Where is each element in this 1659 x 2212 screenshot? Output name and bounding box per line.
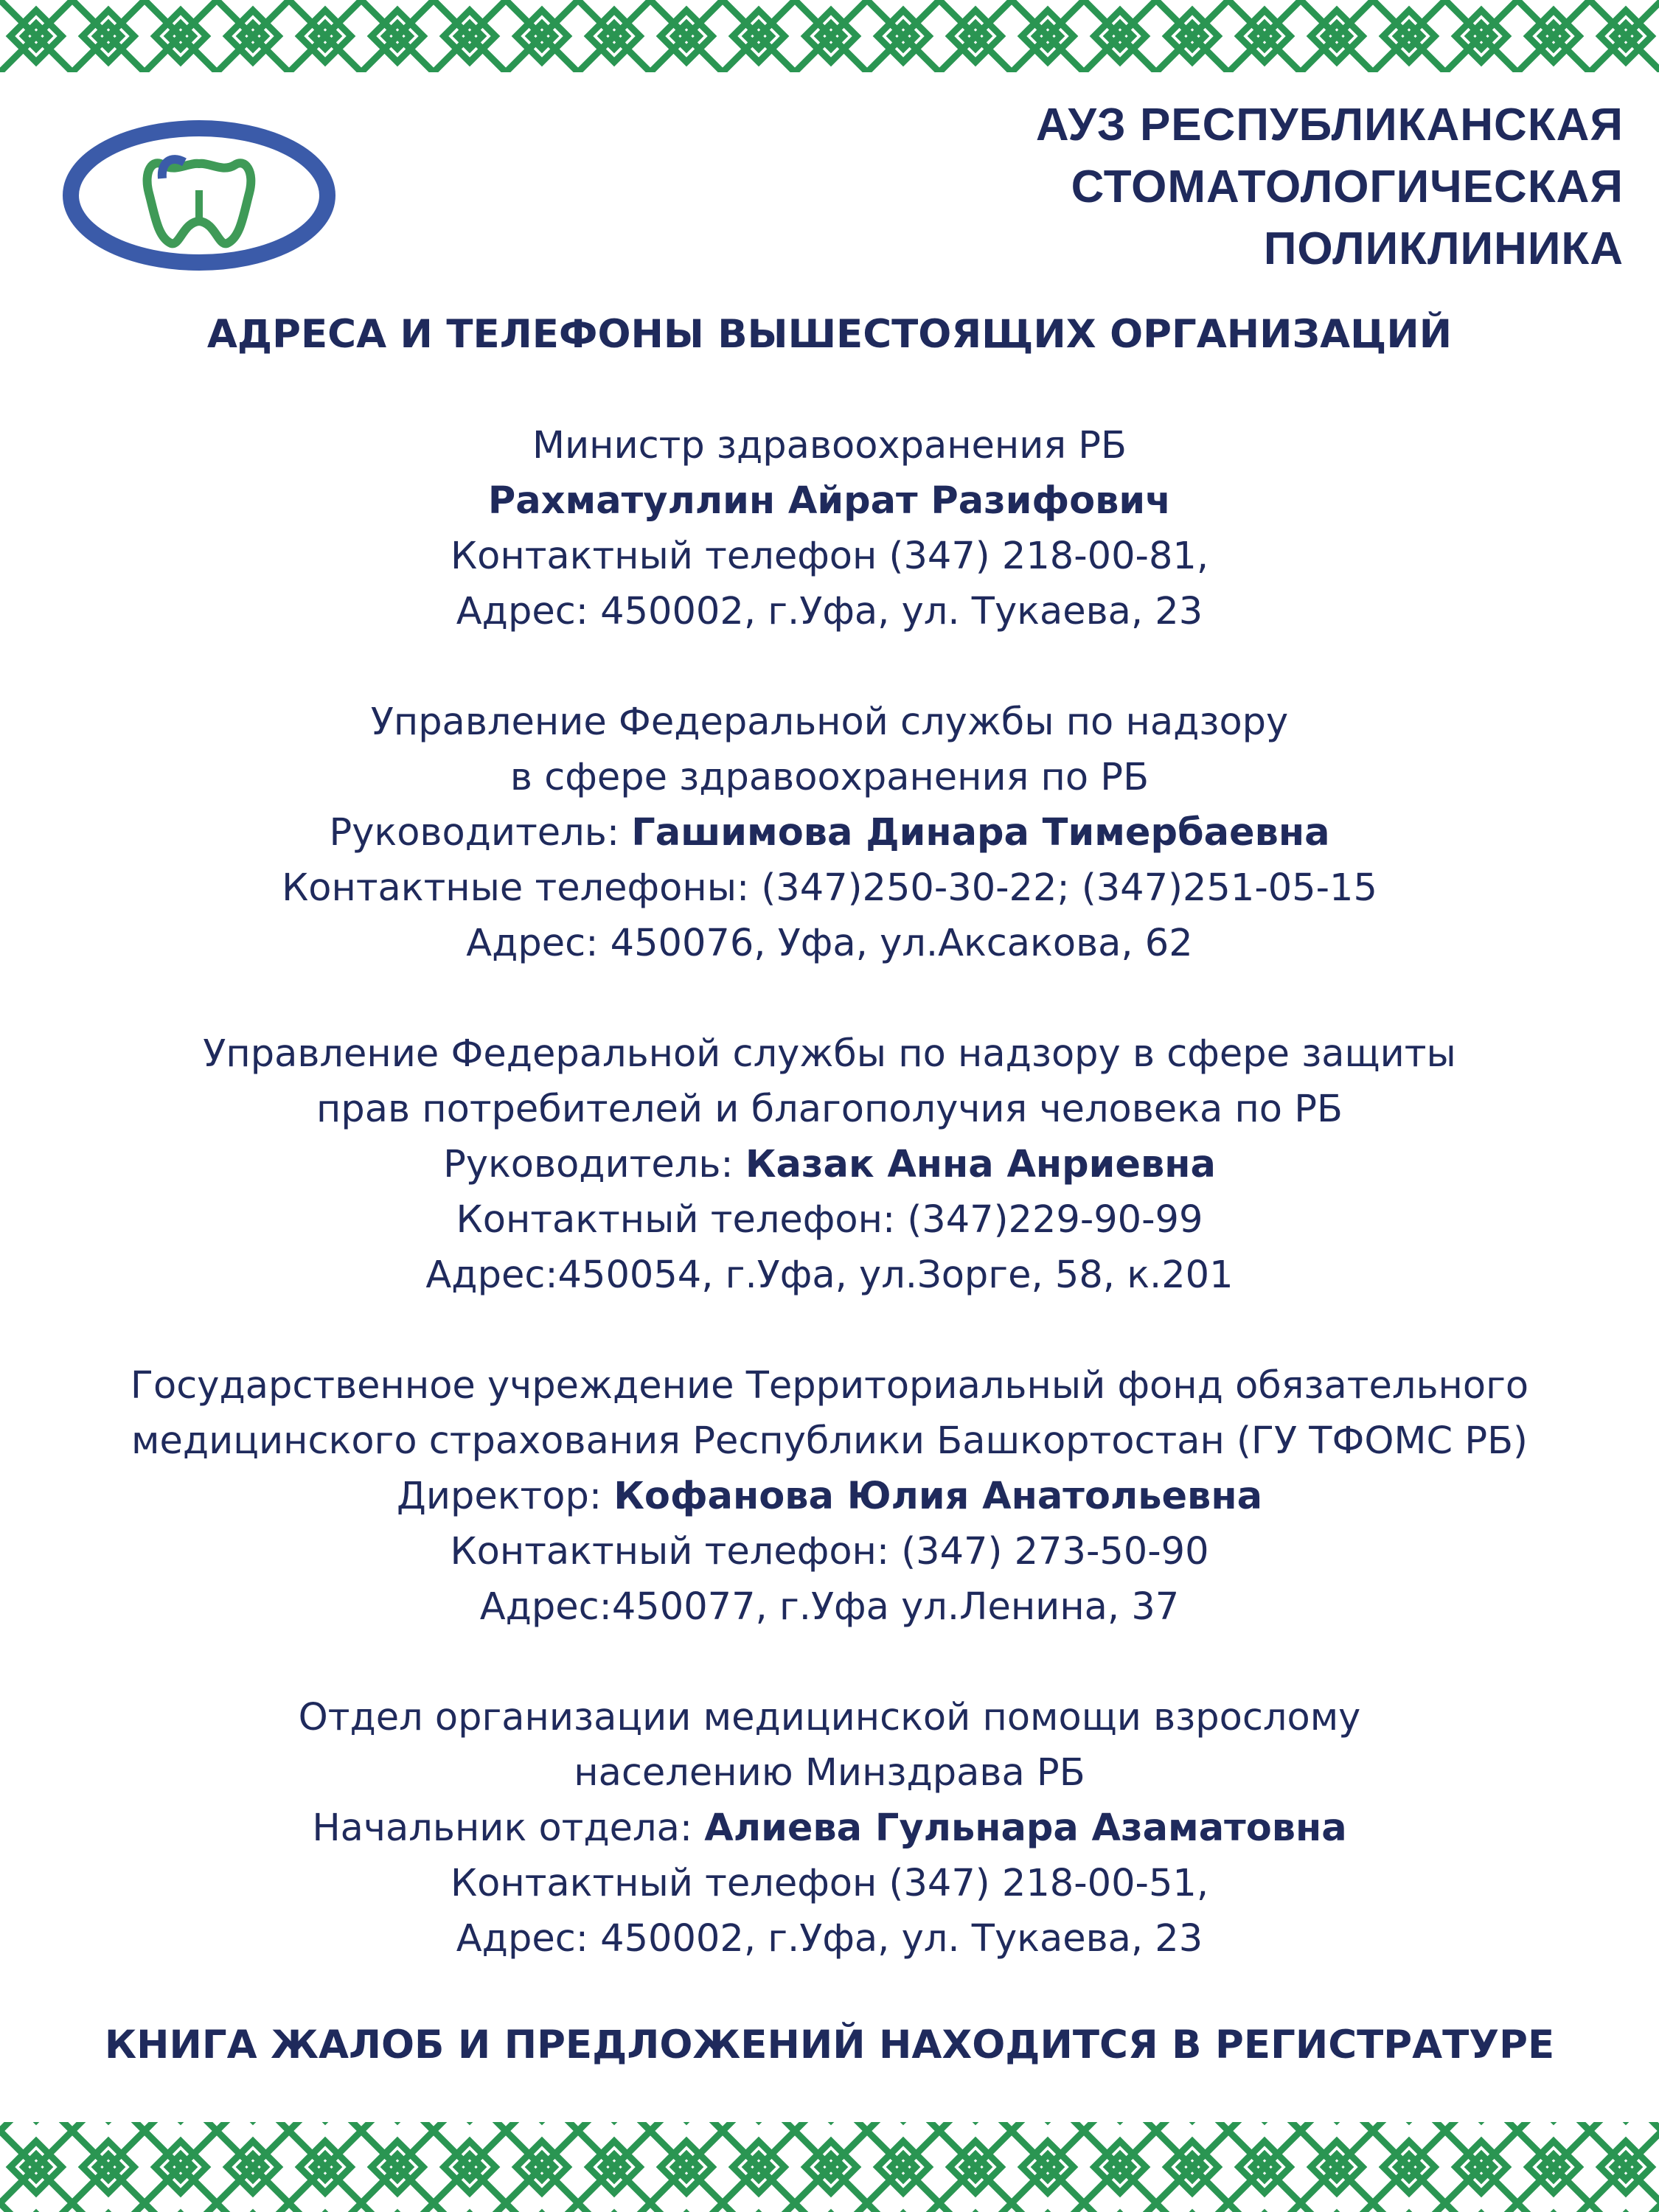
- phone-line: Контактные телефоны: (347)250-30-22; (347)251-05-15: [282, 866, 1377, 910]
- organization-title: [886, 94, 1624, 280]
- ornament-pattern-top: [0, 0, 1659, 72]
- person-line: [0, 805, 1659, 860]
- person-line: [0, 1137, 1659, 1192]
- person-line: [0, 1801, 1659, 1856]
- contact-block: [0, 1358, 1659, 1635]
- address-line: Адрес:450054, г.Уфа, ул.Зорге, 58, к.201: [425, 1253, 1234, 1297]
- org-name-line: прав потребителей и благополучия человека по РБ: [316, 1088, 1343, 1131]
- address-line: Адрес: 450002, г.Уфа, ул. Тукаева, 23: [456, 1917, 1203, 1961]
- phone-line: Контактный телефон (347) 218-00-51,: [450, 1862, 1209, 1905]
- org-title-line-2: СТОМАТОЛОГИЧЕСКАЯ: [1071, 161, 1624, 212]
- org-name-line: Государственное учреждение Территориальный фонд обязательного: [130, 1364, 1529, 1408]
- contact-block: [0, 418, 1659, 639]
- contact-block: [0, 1690, 1659, 1966]
- contacts-list: [0, 418, 1659, 2022]
- phone-line: Контактный телефон: (347) 273-50-90: [450, 1530, 1209, 1573]
- person-name: Кофанова Юлия Анатольевна: [613, 1475, 1262, 1518]
- contact-block: [0, 695, 1659, 971]
- bottom-ornament-border: [0, 2122, 1659, 2212]
- person-name: Алиева Гульнара Азаматовна: [704, 1806, 1347, 1850]
- contact-block: [0, 1026, 1659, 1303]
- phone-line: Контактный телефон (347) 218-00-81,: [450, 535, 1209, 578]
- role-label: Руководитель:: [329, 811, 632, 855]
- address-line: Адрес: 450076, Уфа, ул.Аксакова, 62: [466, 922, 1193, 965]
- address-line: Адрес: 450002, г.Уфа, ул. Тукаева, 23: [456, 590, 1203, 633]
- org-title-line-1: АУЗ РЕСПУБЛИКАНСКАЯ: [1035, 100, 1624, 150]
- org-name-line: в сфере здравоохранения по РБ: [509, 756, 1150, 799]
- role-label: Начальник отдела:: [312, 1806, 705, 1850]
- org-title-line-3: ПОЛИКЛИНИКА: [1263, 223, 1624, 274]
- person-name: Рахматуллин Айрат Разифович: [487, 479, 1172, 523]
- tooth-logo-icon: [60, 119, 338, 271]
- role-label: Руководитель:: [443, 1143, 745, 1186]
- ornament-pattern-bottom: [0, 2122, 1659, 2212]
- phone-line: Контактный телефон: (347)229-90-99: [456, 1198, 1203, 1242]
- person-name: Гашимова Динара Тимербаевна: [631, 811, 1330, 855]
- address-line: Адрес:450077, г.Уфа ул.Ленина, 37: [479, 1585, 1180, 1629]
- person-line: [0, 473, 1659, 529]
- complaints-book-note: КНИГА ЖАЛОБ И ПРЕДЛОЖЕНИЙ НАХОДИТСЯ В РЕГИСТРАТУРЕ: [104, 2023, 1555, 2067]
- top-ornament-border: [0, 0, 1659, 72]
- org-name-line: Управление Федеральной службы по надзору в сфере защиты: [203, 1032, 1456, 1076]
- org-name-line: Отдел организации медицинской помощи взрослому: [298, 1696, 1361, 1739]
- org-name-line: Министр здравоохранения РБ: [532, 424, 1127, 467]
- person-name: Казак Анна Анриевна: [745, 1143, 1216, 1186]
- org-name-line: Управление Федеральной службы по надзору: [370, 700, 1289, 744]
- org-name-line: медицинского страхования Республики Башкортостан (ГУ ТФОМС РБ): [131, 1419, 1528, 1463]
- page-heading: АДРЕСА И ТЕЛЕФОНЫ ВЫШЕСТОЯЩИХ ОРГАНИЗАЦИЙ: [206, 312, 1453, 357]
- person-line: [0, 1469, 1659, 1524]
- role-label: Директор:: [397, 1475, 614, 1518]
- org-name-line: населению Минздрава РБ: [574, 1751, 1085, 1795]
